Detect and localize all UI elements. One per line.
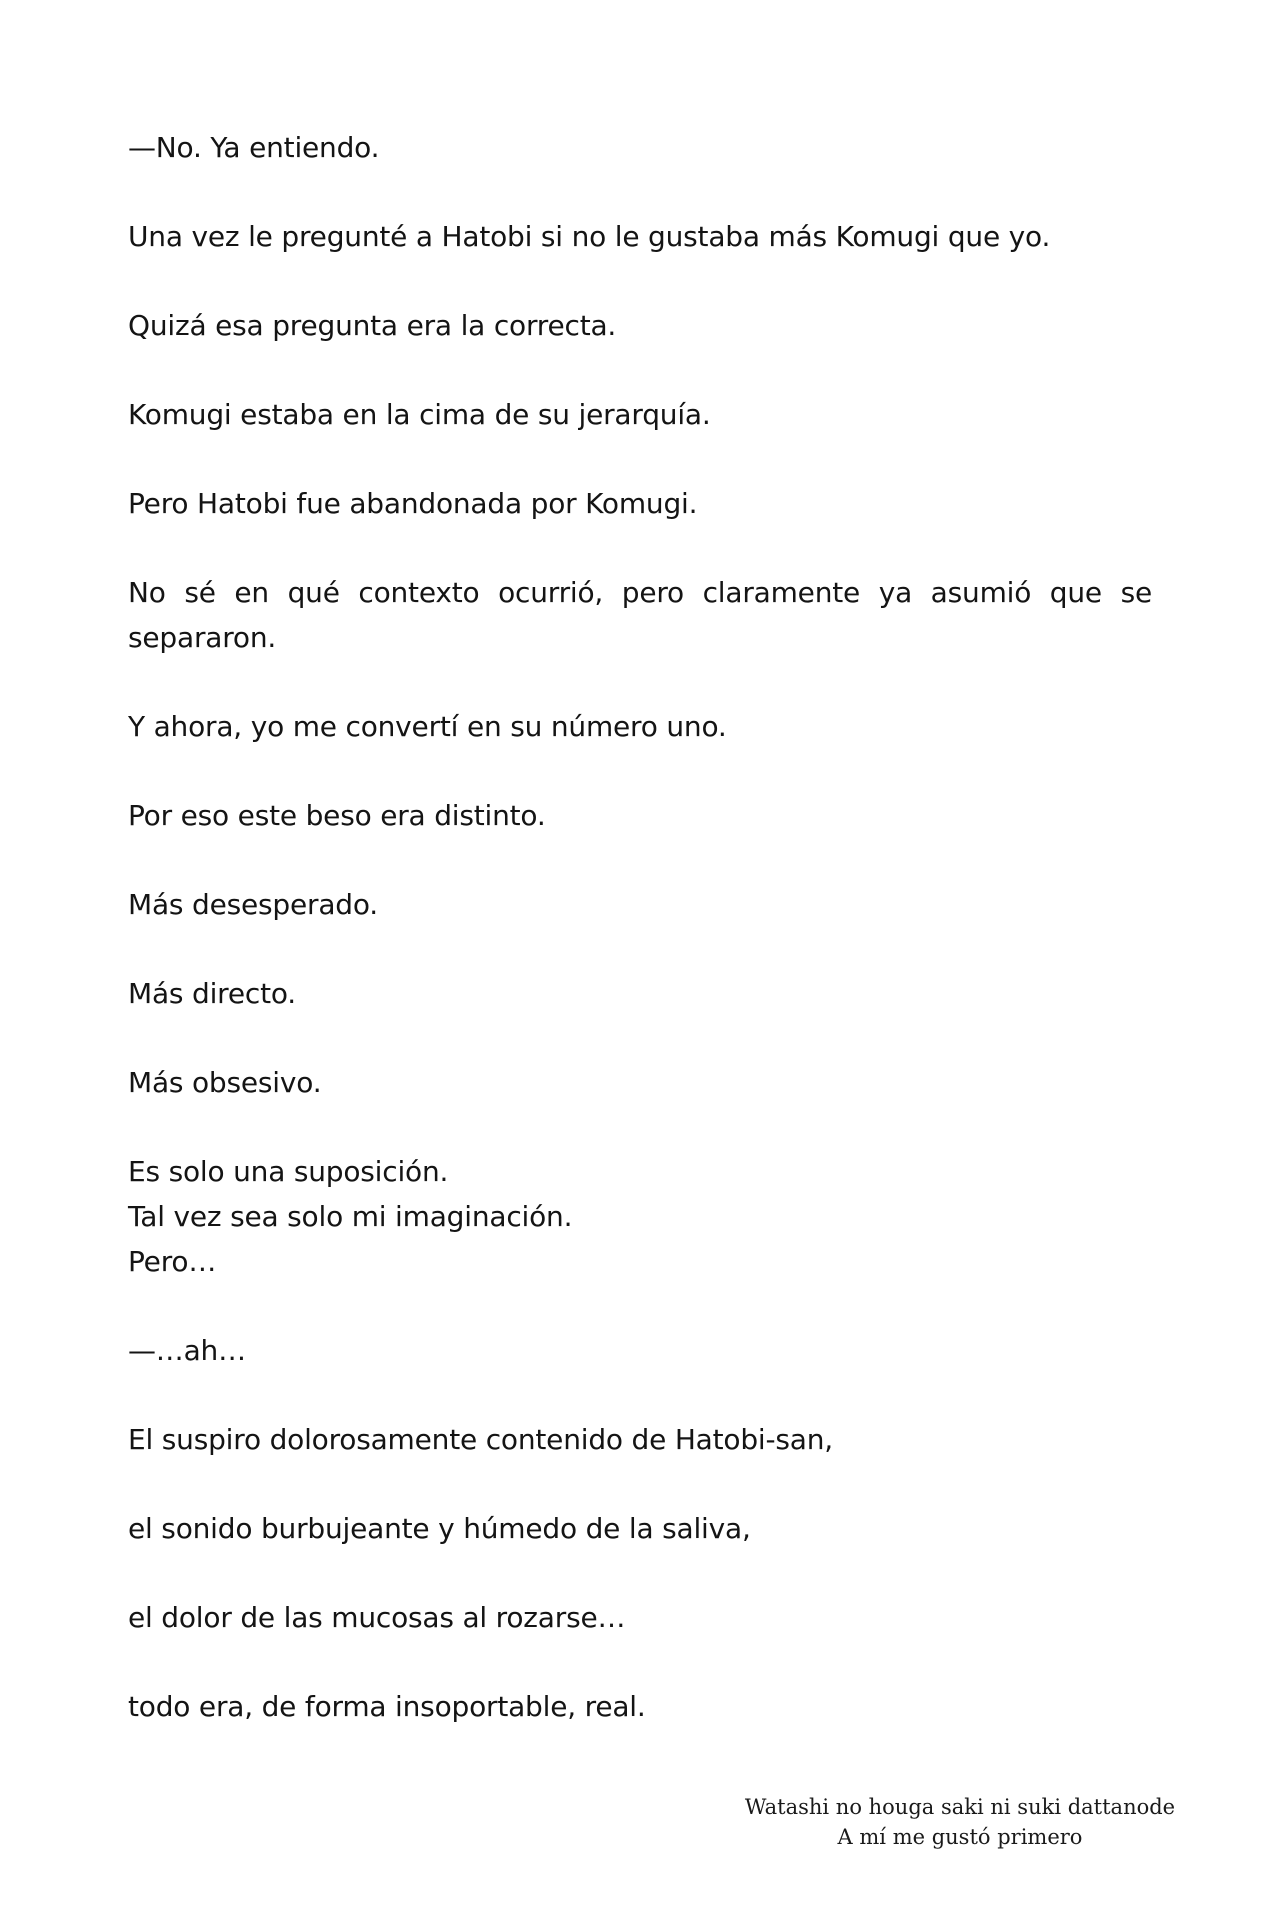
paragraph bbox=[128, 882, 1152, 927]
paragraph-line: Una vez le pregunté a Hatobi si no le gustaba más Komugi que yo. bbox=[128, 220, 1051, 253]
paragraph-text: No sé en qué contexto ocurrió, pero claramente ya asumió que se separaron. bbox=[128, 576, 1152, 654]
paragraph bbox=[128, 1060, 1152, 1105]
page-footer bbox=[700, 1792, 1220, 1852]
paragraph-line: todo era, de forma insoportable, real. bbox=[128, 1690, 646, 1723]
paragraph bbox=[128, 1417, 1152, 1462]
body-text bbox=[128, 125, 1152, 1773]
paragraph-line: el sonido burbujeante y húmedo de la saliva, bbox=[128, 1512, 751, 1545]
footer-title-romaji: Watashi no houga saki ni suki dattanode bbox=[744, 1795, 1176, 1819]
paragraph bbox=[128, 214, 1152, 259]
paragraph-line: Y ahora, yo me convertí en su número uno. bbox=[128, 710, 727, 743]
paragraph bbox=[128, 1595, 1152, 1640]
paragraph-line: Tal vez sea solo mi imaginación. bbox=[128, 1200, 573, 1233]
paragraph bbox=[128, 793, 1152, 838]
footer-title-spanish: A mí me gustó primero bbox=[837, 1825, 1083, 1849]
paragraph bbox=[128, 971, 1152, 1016]
paragraph bbox=[128, 570, 1152, 660]
paragraph-line: —No. Ya entiendo. bbox=[128, 131, 380, 164]
paragraph-line: Por eso este beso era distinto. bbox=[128, 799, 546, 832]
paragraph-line: Komugi estaba en la cima de su jerarquía. bbox=[128, 398, 711, 431]
paragraph-line: Quizá esa pregunta era la correcta. bbox=[128, 309, 617, 342]
paragraph-line: el dolor de las mucosas al rozarse… bbox=[128, 1601, 626, 1634]
paragraph-line: Pero Hatobi fue abandonada por Komugi. bbox=[128, 487, 698, 520]
paragraph-line: Pero… bbox=[128, 1245, 217, 1278]
paragraph bbox=[128, 1684, 1152, 1729]
paragraph bbox=[128, 1506, 1152, 1551]
paragraph-line: Es solo una suposición. bbox=[128, 1155, 449, 1188]
paragraph-line: Más desesperado. bbox=[128, 888, 378, 921]
paragraph bbox=[128, 125, 1152, 170]
paragraph bbox=[128, 704, 1152, 749]
paragraph-line: Más obsesivo. bbox=[128, 1066, 322, 1099]
paragraph bbox=[128, 392, 1152, 437]
paragraph-line: Más directo. bbox=[128, 977, 296, 1010]
paragraph bbox=[128, 303, 1152, 348]
paragraph bbox=[128, 1149, 1152, 1284]
paragraph bbox=[128, 1328, 1152, 1373]
paragraph-line: El suspiro dolorosamente contenido de Hatobi-san, bbox=[128, 1423, 833, 1456]
paragraph-line: —…ah… bbox=[128, 1334, 246, 1367]
paragraph bbox=[128, 481, 1152, 526]
